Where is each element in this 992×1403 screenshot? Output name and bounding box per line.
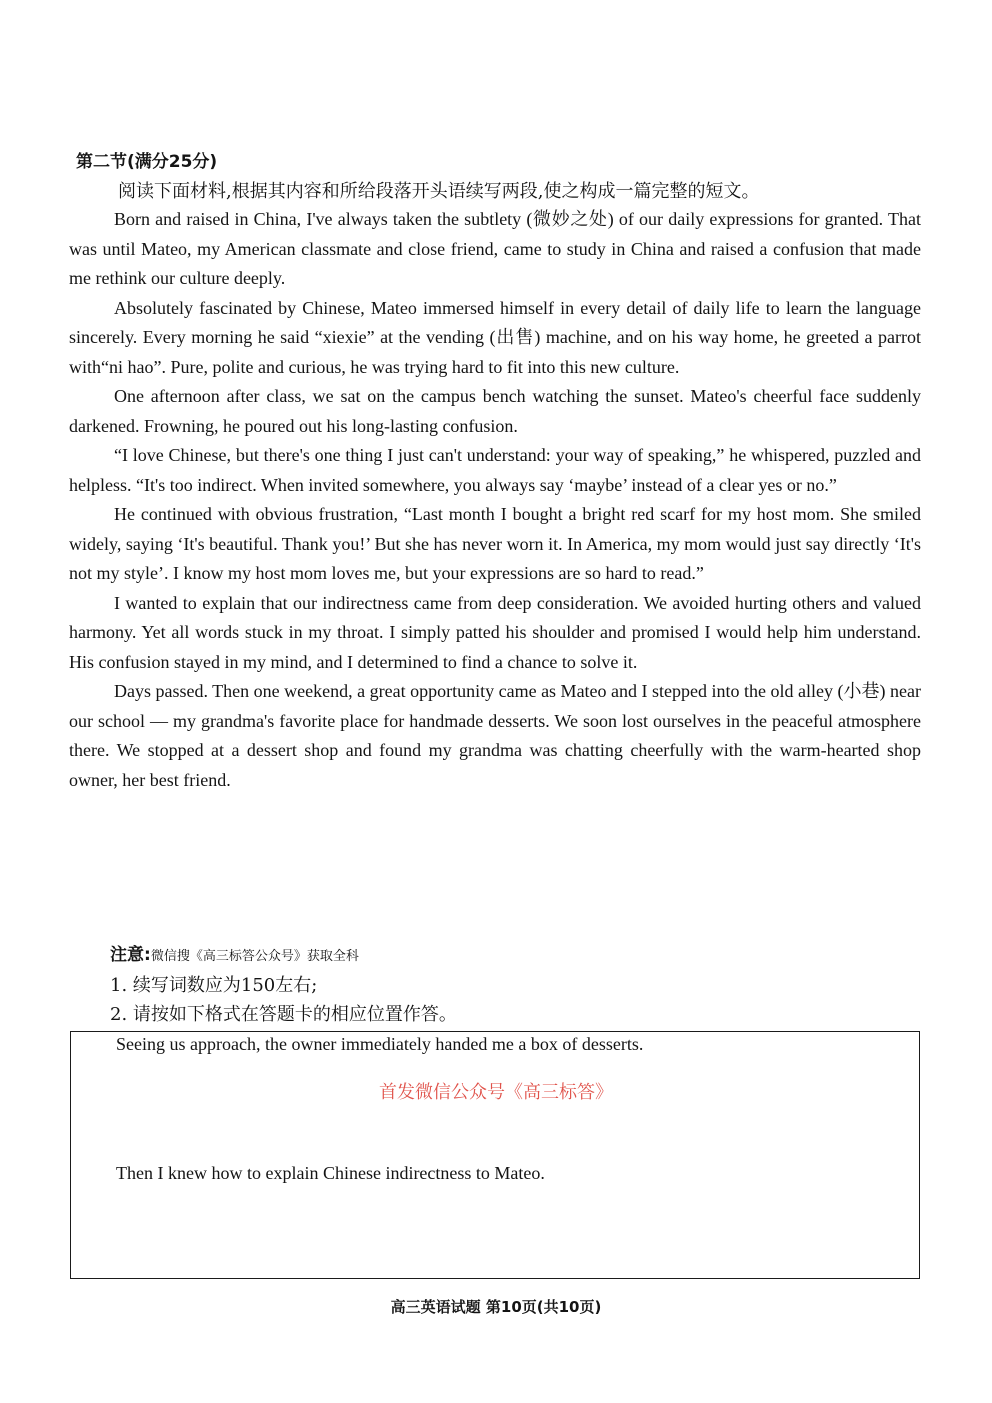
page-footer: 高三英语试题 第10页(共10页) [390,1298,602,1316]
notes-subtext: 微信搜《高三标答公众号》获取全科 [150,949,359,964]
notes [110,940,457,1029]
passage-paragraph-6: I wanted to explain that our indirectness came from deep consideration. We avoided hurting others and valued harmony. Yet all words stuck in my throat. I simply patted his shoulder and promised I would help him understand. His confusion stayed in my mind, and I determined to find a chance to solve it. [69,592,921,672]
note-item-2: 2. 请按如下格式在答题卡的相应位置作答。 [110,1004,457,1025]
instruction-text: 阅读下面材料,根据其内容和所给段落开头语续写两段,使之构成一篇完整的短文。 [118,181,760,202]
paragraph-starter-2: Then I knew how to explain Chinese indirectness to Mateo. [116,1163,545,1183]
passage-paragraph-4: “I love Chinese, but there's one thing I just can't understand: your way of speaking,” he whispered, puzzled and helpless. “It's too indirect. When invited somewhere, you always say ‘maybe’ instead of a clear yes or no.” [69,445,921,495]
passage-paragraph-5: He continued with obvious frustration, “Last month I bought a bright red scarf for my host mom. She smiled widely, saying ‘It's beautiful. Thank you!’ But she has never worn it. In America, my mom would just say directly ‘It's not my style’. I know my host mom loves me, but your expressions are so hard to read.” [69,504,921,583]
section-title: 第二节(满分25分) [76,152,218,172]
answer-box [70,1031,920,1279]
passage-paragraph-2: Absolutely fascinated by Chinese, Mateo immersed himself in every detail of daily life to learn the language sincerely. Every morning he said “xiexie” at the vending (出售) machine, and on his way home, he greeted a parrot with“ni hao”. Pure, polite and curious, he was trying hard to fit into this new culture. [69,297,921,377]
reading-passage [69,205,921,795]
passage-paragraph-3: One afternoon after class, we sat on the campus bench watching the sunset. Mateo's cheerful face suddenly darkened. Frowning, he poured out his long-lasting confusion. [69,386,921,436]
note-item-1: 1. 续写词数应为150左右; [110,975,318,996]
passage-paragraph-1: Born and raised in China, I've always taken the subtlety (微妙之处) of our daily expressions for granted. That was until Mateo, my American classmate and close friend, came to study in China and raised a confusion that made me rethink our culture deeply. [69,209,921,288]
watermark-text: 首发微信公众号《高三标答》 [379,1082,613,1103]
notes-label: 注意: [110,945,151,965]
passage-paragraph-7: Days passed. Then one weekend, a great opportunity came as Mateo and I stepped into the old alley (小巷) near our school — my grandma's favorite place for handmade desserts. We soon lost ourselves in the peaceful atmosphere there. We stopped at a dessert shop and found my grandma was chatting cheerfully with the warm-hearted shop owner, her best friend. [69,681,921,790]
notes-heading [110,940,457,971]
paragraph-starter-1: Seeing us approach, the owner immediately handed me a box of desserts. [116,1034,644,1054]
